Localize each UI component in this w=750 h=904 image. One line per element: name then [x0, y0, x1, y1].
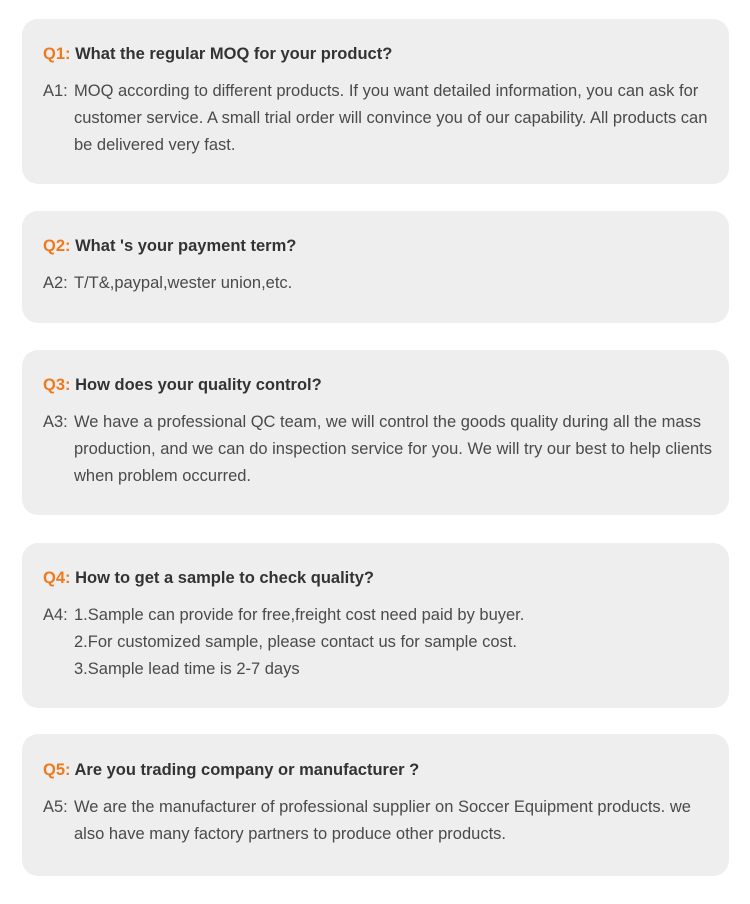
answer-label: A1:: [43, 82, 68, 100]
faq-question: [43, 568, 717, 588]
faq-card-4: [22, 543, 729, 708]
question-text: What 's your payment term?: [75, 237, 297, 255]
question-label: Q1:: [43, 45, 71, 63]
faq-card-2: [22, 211, 729, 323]
answer-label: A2:: [43, 274, 68, 292]
faq-card-1: [22, 19, 729, 184]
faq-card-3: [22, 350, 729, 515]
faq-answer: [43, 794, 717, 848]
question-label: Q3:: [43, 376, 71, 394]
answer-line: MOQ according to different products. If you want detailed information, you can ask for: [74, 82, 699, 100]
faq-answer: [43, 409, 717, 490]
answer-label: A5:: [43, 798, 68, 816]
question-text: Are you trading company or manufacturer ?: [74, 761, 420, 779]
question-text: How does your quality control?: [75, 376, 322, 394]
faq-question: [43, 44, 717, 64]
question-text: What the regular MOQ for your product?: [75, 45, 393, 63]
answer-line: 2.For customized sample, please contact us for sample cost.: [74, 633, 517, 651]
faq-card-5: [22, 734, 729, 876]
answer-line: 1.Sample can provide for free,freight cost need paid by buyer.: [74, 606, 525, 624]
question-label: Q2:: [43, 237, 71, 255]
answer-line: be delivered very fast.: [74, 136, 236, 154]
answer-line: production, and we can do inspection service for you. We will try our best to help clients: [74, 440, 713, 458]
answer-line: We are the manufacturer of professional supplier on Soccer Equipment products. we: [74, 798, 691, 816]
faq-answer: [43, 78, 717, 159]
answer-line: We have a professional QC team, we will control the goods quality during all the mass: [74, 413, 702, 431]
answer-line: T/T&,paypal,wester union,etc.: [74, 274, 293, 292]
question-label: Q4:: [43, 569, 71, 587]
answer-label: A3:: [43, 413, 68, 431]
answer-line: also have many factory partners to produce other products.: [74, 825, 506, 843]
faq-question: [43, 236, 717, 256]
answer-line: when problem occurred.: [74, 467, 252, 485]
faq-answer: [43, 602, 717, 683]
faq-question: [43, 760, 717, 780]
question-text: How to get a sample to check quality?: [75, 569, 375, 587]
answer-label: A4:: [43, 606, 68, 624]
faq-answer: [43, 270, 717, 297]
faq-question: [43, 375, 717, 395]
question-label: Q5:: [43, 761, 71, 779]
answer-line: customer service. A small trial order will convince you of our capability. All products can: [74, 109, 708, 127]
answer-line: 3.Sample lead time is 2-7 days: [74, 660, 300, 678]
